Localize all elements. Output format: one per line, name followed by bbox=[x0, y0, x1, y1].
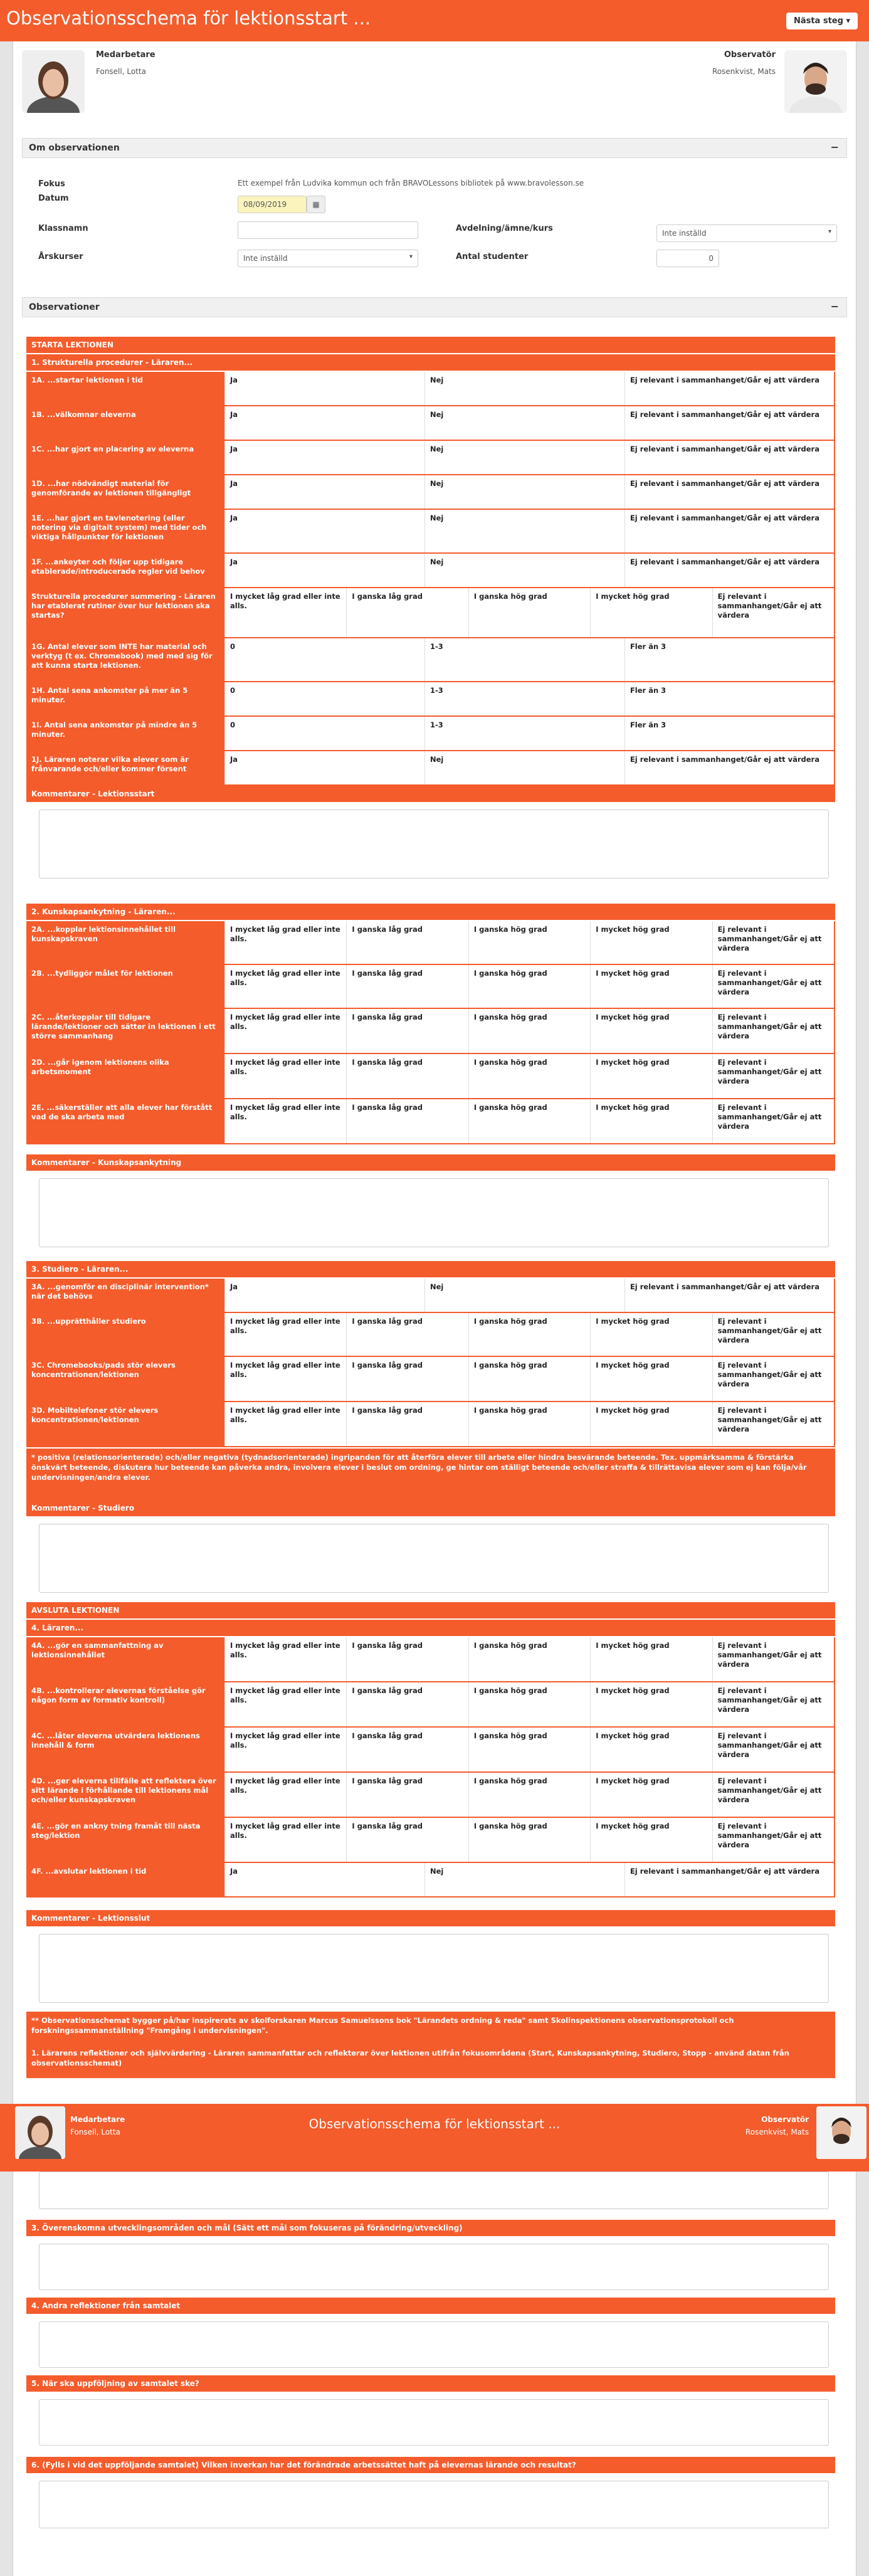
table-row bbox=[26, 1054, 835, 1099]
answer-option[interactable]: Ja bbox=[224, 510, 424, 552]
answer-option[interactable]: I mycket låg grad eller inte alls. bbox=[224, 1313, 346, 1356]
answer-option[interactable]: Ja bbox=[224, 372, 424, 405]
employee-role: Medarbetare bbox=[96, 50, 155, 60]
answer-option[interactable]: Ej relevant i sammanhanget/Går ej att värdera bbox=[624, 1863, 834, 1896]
table-row bbox=[26, 1357, 835, 1402]
answer-option[interactable]: I mycket låg grad eller inte alls. bbox=[224, 1099, 346, 1143]
question-label: 3B. ...upprätthåller studiero bbox=[26, 1313, 224, 1356]
answer-option[interactable]: Ja bbox=[224, 751, 424, 784]
answer-option[interactable]: Fler än 3 bbox=[624, 638, 834, 681]
answer-option[interactable]: Nej bbox=[424, 372, 624, 405]
calendar-icon[interactable]: ▦ bbox=[307, 196, 325, 213]
section-start-heading: STARTA LEKTIONEN bbox=[26, 337, 835, 354]
table-row bbox=[26, 1279, 835, 1313]
answer-option[interactable]: I ganska låg grad bbox=[346, 1099, 468, 1143]
answer-option[interactable]: I ganska låg grad bbox=[346, 1009, 468, 1053]
answer-option[interactable]: Ej relevant i sammanhanget/Går ej att värdera bbox=[624, 372, 834, 405]
employee-role-small: Medarbetare bbox=[70, 2115, 125, 2124]
answer-option[interactable]: Ej relevant i sammanhanget/Går ej att värdera bbox=[712, 1637, 834, 1681]
table-row bbox=[26, 965, 835, 1009]
answer-option[interactable]: Ej relevant i sammanhanget/Går ej att värdera bbox=[624, 510, 834, 552]
answer-option[interactable]: I ganska låg grad bbox=[346, 1682, 468, 1726]
table-row bbox=[26, 1099, 835, 1144]
answer-option[interactable]: I mycket hög grad bbox=[590, 1099, 712, 1143]
answer-option[interactable]: I ganska låg grad bbox=[346, 1313, 468, 1356]
table-row bbox=[26, 1728, 835, 1773]
employee-name-small: Fonsell, Lotta bbox=[70, 2128, 120, 2136]
observer-name: Rosenkvist, Mats bbox=[712, 67, 776, 76]
answer-option[interactable]: I mycket låg grad eller inte alls. bbox=[224, 965, 346, 1008]
reflection-textarea-6[interactable] bbox=[39, 2481, 829, 2528]
answer-option[interactable]: Ja bbox=[224, 554, 424, 587]
answer-option[interactable]: I mycket hög grad bbox=[590, 921, 712, 964]
arskurser-select[interactable] bbox=[238, 250, 418, 267]
comment-label: Kommentarer - Studiero bbox=[26, 1500, 835, 1518]
answer-option[interactable]: Nej bbox=[424, 554, 624, 587]
employee-avatar-small bbox=[15, 2106, 65, 2159]
comment-textarea[interactable] bbox=[39, 810, 829, 879]
klassnamn-input[interactable] bbox=[238, 221, 418, 239]
next-step-button[interactable] bbox=[786, 13, 858, 29]
table-row bbox=[26, 638, 835, 682]
answer-option[interactable]: Nej bbox=[424, 1279, 624, 1312]
antal-input[interactable]: 0 bbox=[656, 250, 719, 267]
answer-option[interactable]: I mycket hög grad bbox=[590, 1728, 712, 1771]
answer-option[interactable]: Fler än 3 bbox=[624, 717, 834, 750]
observer-avatar-small bbox=[816, 2106, 866, 2159]
answer-option[interactable]: 0 bbox=[224, 717, 424, 750]
comment-label: Kommentarer - Lektionsstart bbox=[26, 786, 835, 803]
answer-option[interactable]: I ganska låg grad bbox=[346, 1402, 468, 1446]
answer-option[interactable]: Ej relevant i sammanhanget/Går ej att värdera bbox=[712, 1402, 834, 1446]
answer-option[interactable]: Ja bbox=[224, 1863, 424, 1896]
answer-option[interactable]: I mycket låg grad eller inte alls. bbox=[224, 1054, 346, 1098]
answer-option[interactable]: I ganska hög grad bbox=[468, 1682, 590, 1726]
question-label: 1G. Antal elever som INTE har material och verktyg (t ex. Chromebook) med med sig för att kunna starta lektionen. bbox=[26, 638, 224, 681]
about-title: Om observationen bbox=[29, 143, 120, 153]
answer-option[interactable]: I ganska hög grad bbox=[468, 1637, 590, 1681]
answer-option[interactable]: I mycket hög grad bbox=[590, 1818, 712, 1862]
reflection-textarea-3[interactable] bbox=[39, 2244, 829, 2290]
question-label: 4C. ...låter eleverna utvärdera lektionens innehåll & form bbox=[26, 1728, 224, 1771]
observer-info bbox=[712, 50, 776, 76]
question-label: 1A. ...startar lektionen i tid bbox=[26, 372, 224, 405]
answer-option[interactable]: I mycket låg grad eller inte alls. bbox=[224, 1773, 346, 1817]
answer-option[interactable]: I mycket hög grad bbox=[590, 1009, 712, 1053]
answer-option[interactable]: Ej relevant i sammanhanget/Går ej att värdera bbox=[712, 921, 834, 964]
answer-option[interactable]: I ganska låg grad bbox=[346, 1637, 468, 1681]
table-row bbox=[26, 1637, 835, 1682]
antal-label: Antal studenter bbox=[456, 252, 529, 261]
sticky-header-bar bbox=[0, 2104, 869, 2172]
answer-option[interactable]: I ganska hög grad bbox=[468, 1054, 590, 1098]
caret-down-icon: ▾ bbox=[409, 253, 413, 260]
answer-option[interactable]: I mycket hög grad bbox=[590, 965, 712, 1008]
answer-option[interactable]: I mycket hög grad bbox=[590, 1682, 712, 1726]
answer-option[interactable]: Ej relevant i sammanhanget/Går ej att värdera bbox=[624, 475, 834, 509]
datum-input[interactable]: 08/09/2019 bbox=[238, 196, 307, 213]
question-label: 1J. Läraren noterar vilka elever som är frånvarande och/eller kommer försent bbox=[26, 751, 224, 784]
answer-option[interactable]: I ganska hög grad bbox=[468, 1099, 590, 1143]
table-row bbox=[26, 717, 835, 751]
observer-role: Observatör bbox=[724, 50, 776, 60]
avdelning-select[interactable] bbox=[656, 224, 837, 242]
answer-option[interactable]: Ej relevant i sammanhanget/Går ej att värdera bbox=[712, 1818, 834, 1862]
section-teacher-heading: 4. Läraren... bbox=[26, 1620, 835, 1637]
app-title: Observationsschema för lektionsstart ... bbox=[6, 8, 371, 29]
reflection-item-3: 3. Överenskomna utvecklingsområden och mål (Sätt ett mål som fokuseras på förändring/utveckling) bbox=[26, 2220, 835, 2237]
answer-option[interactable]: Nej bbox=[424, 475, 624, 509]
answer-option[interactable]: Ej relevant i sammanhanget/Går ej att värdera bbox=[624, 751, 834, 784]
answer-option[interactable]: I mycket hög grad bbox=[590, 1773, 712, 1817]
reflection-textarea-4[interactable] bbox=[39, 2321, 829, 2368]
answer-option[interactable]: 0 bbox=[224, 638, 424, 681]
question-label: 3A. ...genomför en disciplinär intervention* när det behövs bbox=[26, 1279, 224, 1312]
observations-title: Observationer bbox=[29, 302, 100, 312]
comment-label: Kommentarer - Kunskapsankytning bbox=[26, 1154, 835, 1172]
fokus-value: Ett exempel från Ludvika kommun och från BRAVOLessons bibliotek på www.bravolesson.se bbox=[238, 179, 584, 187]
answer-option[interactable]: I mycket låg grad eller inte alls. bbox=[224, 1009, 346, 1053]
answer-option[interactable]: I mycket hög grad bbox=[590, 588, 712, 637]
answer-option[interactable]: Nej bbox=[424, 1863, 624, 1896]
table-row bbox=[26, 406, 835, 441]
observer-avatar bbox=[784, 50, 847, 113]
reflection-item-1: 1. Lärarens reflektioner och självvärdering - Läraren sammanfattar och reflekterar över lektionen utifrån fokusområdena (Start, Kunskapsankytning, Studiero, Stopp - använd datan från observationsschemat) bbox=[26, 2044, 835, 2078]
reflection-item-6: 6. (Fylls i vid det uppföljande samtalet) Vilken inverkan har det förändrade arbetssättet haft på elevernas lärande och resultat? bbox=[26, 2457, 835, 2474]
answer-option[interactable]: Ej relevant i sammanhanget/Går ej att värdera bbox=[712, 1682, 834, 1726]
employee-name: Fonsell, Lotta bbox=[96, 67, 146, 76]
answer-option[interactable]: I mycket låg grad eller inte alls. bbox=[224, 1682, 346, 1726]
answer-option[interactable]: I mycket låg grad eller inte alls. bbox=[224, 588, 346, 637]
table-row bbox=[26, 1402, 835, 1447]
table-row bbox=[26, 1773, 835, 1818]
answer-option[interactable]: I ganska hög grad bbox=[468, 965, 590, 1008]
question-label: 1C. ...har gjort en placering av eleverna bbox=[26, 441, 224, 474]
answer-option[interactable]: I ganska hög grad bbox=[468, 1728, 590, 1771]
answer-option[interactable]: 1-3 bbox=[424, 682, 624, 715]
question-label: 4B. ...kontrollerar elevernas förståelse gör någon form av formativ kontroll) bbox=[26, 1682, 224, 1726]
answer-option[interactable]: I mycket låg grad eller inte alls. bbox=[224, 1728, 346, 1771]
answer-option[interactable]: Ej relevant i sammanhanget/Går ej att värdera bbox=[624, 406, 834, 440]
question-label: 4A. ...gör en sammanfattning av lektionsinnehållet bbox=[26, 1637, 224, 1681]
comment-textarea[interactable] bbox=[39, 1178, 829, 1247]
answer-option[interactable]: I ganska hög grad bbox=[468, 921, 590, 964]
question-label: 2A. ...kopplar lektionsinnehållet till kunskapskraven bbox=[26, 921, 224, 964]
answer-option[interactable]: Ej relevant i sammanhanget/Går ej att värdera bbox=[712, 1054, 834, 1098]
answer-option[interactable]: Nej bbox=[424, 510, 624, 552]
answer-option[interactable]: I mycket låg grad eller inte alls. bbox=[224, 1402, 346, 1446]
question-label: 3C. Chromebooks/pads stör elevers koncentrationen/lektionen bbox=[26, 1357, 224, 1401]
answer-option[interactable]: 0 bbox=[224, 682, 424, 715]
footnote-text: * positiva (relationsorienterade) och/eller negativa (tydnadsorienterade) ingripanden för att återföra elever till arbete eller hindra besvärande beteende. Tex. uppmärksamma & förstärka önskvärt beteende, diskutera hur beteende kan påverka andra, involvera elever i beslut om ordning, ge hintar om ställigt beteende och/eller straffa & tillrättavisa elever som ej kan följa/vår undervisningen/andra elever. bbox=[26, 1449, 835, 1500]
table-row bbox=[26, 1009, 835, 1054]
answer-option[interactable]: Ej relevant i sammanhanget/Går ej att värdera bbox=[712, 588, 834, 637]
answer-option[interactable]: I mycket låg grad eller inte alls. bbox=[224, 921, 346, 964]
question-label: 1D. ...har nödvändigt material för genomförande av lektionen tillgängligt bbox=[26, 475, 224, 509]
reflection-textarea-1[interactable] bbox=[39, 2172, 829, 2209]
answer-option[interactable]: I ganska hög grad bbox=[468, 1009, 590, 1053]
answer-option[interactable]: Ej relevant i sammanhanget/Går ej att värdera bbox=[712, 1357, 834, 1401]
question-label: 2E. ...säkerställer att alla elever har förstått vad de ska arbeta med bbox=[26, 1099, 224, 1143]
reflection-textarea-5[interactable] bbox=[39, 2399, 829, 2446]
answer-option[interactable]: I ganska låg grad bbox=[346, 965, 468, 1008]
comment-textarea[interactable] bbox=[39, 1524, 829, 1593]
answer-option[interactable]: Ej relevant i sammanhanget/Går ej att värdera bbox=[624, 441, 834, 474]
comment-label: Kommentarer - Lektionsslut bbox=[26, 1910, 835, 1928]
section-structural-heading: 1. Strukturella procedurer - Läraren... bbox=[26, 354, 835, 372]
fokus-label: Fokus bbox=[38, 179, 65, 189]
answer-option[interactable]: I mycket låg grad eller inte alls. bbox=[224, 1637, 346, 1681]
answer-option[interactable]: I mycket hög grad bbox=[590, 1357, 712, 1401]
question-label: 4D. ...ger eleverna tillfälle att reflektera över sitt lärande i förhållande till lektionens mål och/eller kunskapskraven bbox=[26, 1773, 224, 1817]
klassnamn-label: Klassnamn bbox=[38, 224, 88, 233]
answer-option[interactable]: Ja bbox=[224, 406, 424, 440]
answer-option[interactable]: I ganska hög grad bbox=[468, 1402, 590, 1446]
question-label: 1F. ...ankeyter och följer upp tidigare etablerade/introducerade regler vid behov bbox=[26, 554, 224, 587]
table-row bbox=[26, 751, 835, 786]
reflection-note: ** Observationsschemat bygger på/har inspirerats av skolforskaren Marcus Samuelssons bok "Lärandets ordning & reda" samt Skolinspektionens observationsprotokoll och forskningssammanställning "Framgång i undervisningen". bbox=[26, 2012, 835, 2044]
table-row bbox=[26, 1682, 835, 1728]
caret-down-icon: ▾ bbox=[828, 228, 831, 235]
question-label: Strukturella procedurer summering - Läraren har etablerat rutiner över hur lektionen ska startas? bbox=[26, 588, 224, 637]
answer-option[interactable]: I ganska låg grad bbox=[346, 1357, 468, 1401]
table-row bbox=[26, 475, 835, 510]
answer-option[interactable]: I ganska låg grad bbox=[346, 1818, 468, 1862]
table-row bbox=[26, 682, 835, 717]
caret-down-icon: ▾ bbox=[846, 16, 850, 26]
top-bar bbox=[0, 0, 869, 41]
answer-option[interactable]: Ja bbox=[224, 441, 424, 474]
question-label: 1H. Antal sena ankomster på mer än 5 minuter. bbox=[26, 682, 224, 715]
answer-option[interactable]: 1-3 bbox=[424, 638, 624, 681]
table-row bbox=[26, 1818, 835, 1863]
datum-label: Datum bbox=[38, 194, 69, 203]
answer-option[interactable]: I ganska låg grad bbox=[346, 1054, 468, 1098]
answer-option[interactable]: Ej relevant i sammanhanget/Går ej att värdera bbox=[712, 1728, 834, 1771]
answer-option[interactable]: I ganska låg grad bbox=[346, 588, 468, 637]
section-studiero-heading: 3. Studiero - Läraren... bbox=[26, 1261, 835, 1279]
question-label: 1I. Antal sena ankomster på mindre än 5 minuter. bbox=[26, 717, 224, 750]
reflection-item-5: 5. När ska uppföljning av samtalet ske? bbox=[26, 2375, 835, 2393]
answer-option[interactable]: I mycket låg grad eller inte alls. bbox=[224, 1818, 346, 1862]
minus-icon[interactable]: − bbox=[830, 300, 839, 312]
answer-option[interactable]: 1-3 bbox=[424, 717, 624, 750]
question-label: 4E. ...gör en ankny tning framåt till nästa steg/lektion bbox=[26, 1818, 224, 1862]
section-knowledge-heading: 2. Kunskapsankytning - Läraren... bbox=[26, 904, 835, 921]
table-row bbox=[26, 372, 835, 406]
comment-textarea[interactable] bbox=[39, 1934, 829, 2003]
question-label: 3D. Mobiltelefoner stör elevers koncentrationen/lektionen bbox=[26, 1402, 224, 1446]
table-row bbox=[26, 1313, 835, 1357]
answer-option[interactable]: Ja bbox=[224, 475, 424, 509]
reflection-item-4: 4. Andra reflektioner från samtalet bbox=[26, 2298, 835, 2315]
answer-option[interactable]: Ej relevant i sammanhanget/Går ej att värdera bbox=[712, 1009, 834, 1053]
answer-option[interactable]: Nej bbox=[424, 406, 624, 440]
answer-option[interactable]: Ej relevant i sammanhanget/Går ej att värdera bbox=[624, 554, 834, 587]
answer-option[interactable]: Nej bbox=[424, 441, 624, 474]
employee-info bbox=[96, 50, 155, 76]
answer-option[interactable]: I mycket hög grad bbox=[590, 1402, 712, 1446]
minus-icon[interactable]: − bbox=[830, 141, 839, 153]
avdelning-label: Avdelning/ämne/kurs bbox=[456, 224, 553, 233]
observer-role-small: Observatör bbox=[761, 2115, 809, 2124]
answer-option[interactable]: Ej relevant i sammanhanget/Går ej att värdera bbox=[624, 1279, 834, 1312]
question-label: 1B. ...välkomnar eleverna bbox=[26, 406, 224, 440]
arskurser-label: Årskurser bbox=[38, 252, 83, 261]
next-step-label: Nästa steg bbox=[793, 16, 843, 26]
answer-option[interactable]: Ja bbox=[224, 1279, 424, 1312]
table-row bbox=[26, 1863, 835, 1898]
arskurser-value: Inte inställd bbox=[243, 254, 288, 263]
answer-option[interactable]: Fler än 3 bbox=[624, 682, 834, 715]
observer-name-small: Rosenkvist, Mats bbox=[745, 2128, 809, 2136]
avdelning-value: Inte inställd bbox=[662, 229, 707, 238]
question-label: 2B. ...tydliggör målet för lektionen bbox=[26, 965, 224, 1008]
answer-option[interactable]: I mycket låg grad eller inte alls. bbox=[224, 1357, 346, 1401]
section-end-heading: AVSLUTA LEKTIONEN bbox=[26, 1602, 835, 1620]
employee-avatar bbox=[22, 50, 85, 113]
table-row bbox=[26, 510, 835, 554]
observer-info-small bbox=[745, 2115, 809, 2136]
table-row bbox=[26, 441, 835, 475]
answer-option[interactable]: Ej relevant i sammanhanget/Går ej att värdera bbox=[712, 1099, 834, 1143]
about-panel-header[interactable] bbox=[22, 138, 847, 158]
observations-panel-header[interactable] bbox=[22, 297, 847, 317]
answer-option[interactable]: I ganska hög grad bbox=[468, 588, 590, 637]
question-label: 2C. ...återkopplar till tidigare lärande/lektioner och sätter in lektionen i ett större sammanhang bbox=[26, 1009, 224, 1053]
answer-option[interactable]: I mycket hög grad bbox=[590, 1637, 712, 1681]
question-label: 4F. ...avslutar lektionen i tid bbox=[26, 1863, 224, 1896]
question-label: 2D. ...går igenom lektionens olika arbetsmoment bbox=[26, 1054, 224, 1098]
answer-option[interactable]: I ganska hög grad bbox=[468, 1357, 590, 1401]
answer-option[interactable]: I ganska låg grad bbox=[346, 921, 468, 964]
answer-option[interactable]: I ganska hög grad bbox=[468, 1818, 590, 1862]
table-row bbox=[26, 588, 835, 638]
answer-option[interactable]: Nej bbox=[424, 751, 624, 784]
answer-option[interactable]: I ganska hög grad bbox=[468, 1313, 590, 1356]
answer-option[interactable]: I ganska hög grad bbox=[468, 1773, 590, 1817]
answer-option[interactable]: Ej relevant i sammanhanget/Går ej att värdera bbox=[712, 1313, 834, 1356]
answer-option[interactable]: I ganska låg grad bbox=[346, 1773, 468, 1817]
answer-option[interactable]: Ej relevant i sammanhanget/Går ej att värdera bbox=[712, 965, 834, 1008]
answer-option[interactable]: I mycket hög grad bbox=[590, 1054, 712, 1098]
question-label: 1E. ...har gjort en tavlenotering (eller notering via digitalt system) med tider och viktiga hållpunkter för lektionen bbox=[26, 510, 224, 552]
answer-option[interactable]: I ganska låg grad bbox=[346, 1728, 468, 1771]
sticky-title: Observationsschema för lektionsstart ... bbox=[308, 2116, 561, 2131]
answer-option[interactable]: Ej relevant i sammanhanget/Går ej att värdera bbox=[712, 1773, 834, 1817]
table-row bbox=[26, 554, 835, 588]
table-row bbox=[26, 921, 835, 965]
answer-option[interactable]: I mycket hög grad bbox=[590, 1313, 712, 1356]
